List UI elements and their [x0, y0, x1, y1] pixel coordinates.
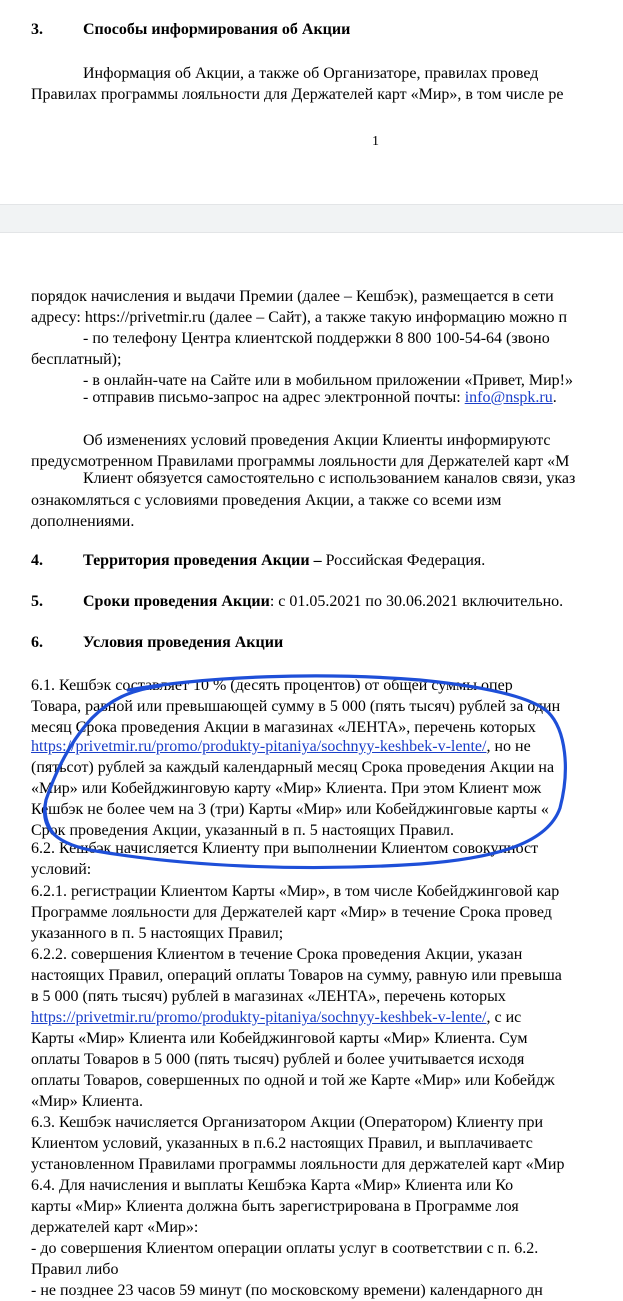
paragraph-line: дополнениями. [31, 513, 135, 530]
list-item-continuation: бесплатный); [31, 351, 122, 368]
section-4-heading [83, 551, 485, 571]
promo-link[interactable]: https://privetmir.ru/promo/produkty-pitaniya/sochnyy-keshbek-v-lente/ [31, 738, 487, 755]
clause-6-2-1-line: Программе лояльности для Держателей карт «Мир» в течение Срока провед [31, 904, 552, 921]
list-item: - по телефону Центра клиентской поддержки 8 800 100-54-64 (звоно [83, 330, 550, 347]
clause-6-1-line: 6.1. Кешбэк составляет 10 % (десять процентов) от общей суммы опер [31, 677, 513, 694]
clause-6-1-line: (пятьсот) рублей за каждый календарный месяц Срока проведения Акции на [31, 759, 555, 776]
page-separator [0, 204, 623, 233]
clause-6-2-1-line: 6.2.1. регистрации Клиентом Карты «Мир», в том числе Кобейджинговой кар [31, 883, 560, 900]
section-5-title: Сроки проведения Акции [83, 593, 270, 610]
clause-text: , но не [486, 738, 531, 755]
clause-6-2-1-line: указанного в п. 5 настоящих Правил; [31, 925, 284, 942]
email-link[interactable]: info@nspk.ru [464, 389, 553, 406]
clause-6-1-line: месяц Срока проведения Акции в магазинах «ЛЕНТА», перечень которых [31, 719, 536, 736]
section-3-number: 3. [31, 21, 43, 38]
clause-6-2-2-line: «Мир» Клиента. [31, 1093, 143, 1110]
clause-6-2-2-line: 6.2.2. совершения Клиентом в течение Срока проведения Акции, указан [31, 946, 523, 963]
clause-6-3-line: Клиентом условий, указанных в п.6.2 настоящих Правил, и выплачиваетс [31, 1135, 533, 1152]
clause-6-2-line: 6.2. Кешбэк начисляется Клиенту при выполнении Клиентом совокупност [31, 840, 539, 857]
clause-6-2-2-line: оплаты Товаров, совершенных по одной и той же Карте «Мир» или Кобейдж [31, 1072, 555, 1089]
clause-6-4-line: - до совершения Клиентом операции оплаты услуг в соответствии с п. 6.2. [31, 1240, 539, 1257]
paragraph-line: адресу: https://privetmir.ru (далее – Сайт), а также такую информацию можно п [31, 309, 568, 326]
clause-6-4-line: - не позднее 23 часов 59 минут (по московскому времени) календарного дн [31, 1282, 543, 1299]
clause-6-4-line: карты «Мир» Клиента должна быть зарегистрирована в Программе лоя [31, 1198, 519, 1215]
clause-6-2-2-line: Карты «Мир» Клиента или Кобейджинговой карты «Мир» Клиента. Сум [31, 1030, 528, 1047]
section-3-title: Способы информирования об Акции [83, 21, 351, 38]
clause-6-1-line: Кешбэк не более чем на 3 (три) Карты «Мир» или Кобейджинговые карты « [31, 801, 549, 818]
section-5-text: : с 01.05.2021 по 30.06.2021 включительно. [269, 593, 564, 610]
clause-6-4-line: 6.4. Для начисления и выплаты Кешбэка Карта «Мир» Клиента или Ко [31, 1177, 514, 1194]
list-item-text: - отправив письмо-запрос на адрес электронной почты: [83, 389, 465, 406]
paragraph-line: Информация об Акции, а также об Организаторе, правилах провед [83, 65, 539, 82]
paragraph-line: порядок начисления и выдачи Премии (далее – Кешбэк), размещается в сети [31, 288, 554, 305]
section-4-title: Территория проведения Акции – [83, 552, 322, 569]
section-5-number: 5. [31, 593, 43, 610]
clause-6-1-line: «Мир» или Кобейджинговую карту «Мир» Клиента. При этом Клиент мож [31, 780, 542, 797]
clause-6-2-2-line [31, 1008, 521, 1028]
paragraph-line: ознакомляться с условиями проведения Акции, а также со всеми изм [31, 492, 502, 509]
clause-6-4-line: Правил либо [31, 1261, 119, 1278]
clause-6-3-line: установленном Правилами программы лояльности для держателей карт «Мир [31, 1156, 565, 1173]
section-4-text: Российская Федерация. [321, 552, 486, 569]
clause-text: , с ис [486, 1009, 522, 1026]
page-number: 1 [372, 134, 379, 149]
paragraph-line: Клиент обязуется самостоятельно с использованием каналов связи, указ [83, 470, 576, 487]
clause-6-1-line: Срок проведения Акции, указанный в п. 5 настоящих Правил. [31, 822, 454, 839]
document-page-2 [0, 233, 623, 1299]
list-item-text: . [552, 389, 557, 406]
clause-6-2-2-line: оплаты Товаров в 5 000 (пять тысяч) рублей и более учитывается исходя [31, 1051, 525, 1068]
clause-6-2-2-line: настоящих Правил, операций оплаты Товаров на сумму, равную или превыша [31, 967, 562, 984]
section-6-title: Условия проведения Акции [83, 634, 284, 651]
section-6-number: 6. [31, 634, 43, 651]
paragraph-line: Правилах программы лояльности для Держателей карт «Мир», в том числе ре [31, 86, 564, 103]
section-4-number: 4. [31, 552, 43, 569]
promo-link[interactable]: https://privetmir.ru/promo/produkty-pitaniya/sochnyy-keshbek-v-lente/ [31, 1009, 487, 1026]
list-item [83, 388, 557, 408]
clause-6-2-2-line: в 5 000 (пять тысяч) рублей в магазинах «ЛЕНТА», перечень которых [31, 988, 506, 1005]
section-5-heading [83, 592, 563, 612]
list-item: - в онлайн-чате на Сайте или в мобильном приложении «Привет, Мир!» [83, 372, 573, 389]
paragraph-line: Об изменениях условий проведения Акции Клиенты информируютс [83, 432, 551, 449]
clause-6-1-line [31, 737, 531, 757]
clause-6-2-line: условий: [31, 861, 92, 878]
paragraph-line: предусмотренном Правилами программы лояльности для Держателей карт «М [31, 453, 570, 470]
clause-6-3-line: 6.3. Кешбэк начисляется Организатором Акции (Оператором) Клиенту при [31, 1114, 544, 1131]
clause-6-4-line: держателей карт «Мир»: [31, 1219, 199, 1236]
clause-6-1-line: Товара, равной или превышающей сумму в 5 000 (пять тысяч) рублей за один [31, 698, 561, 715]
document-page-1 [0, 0, 623, 204]
